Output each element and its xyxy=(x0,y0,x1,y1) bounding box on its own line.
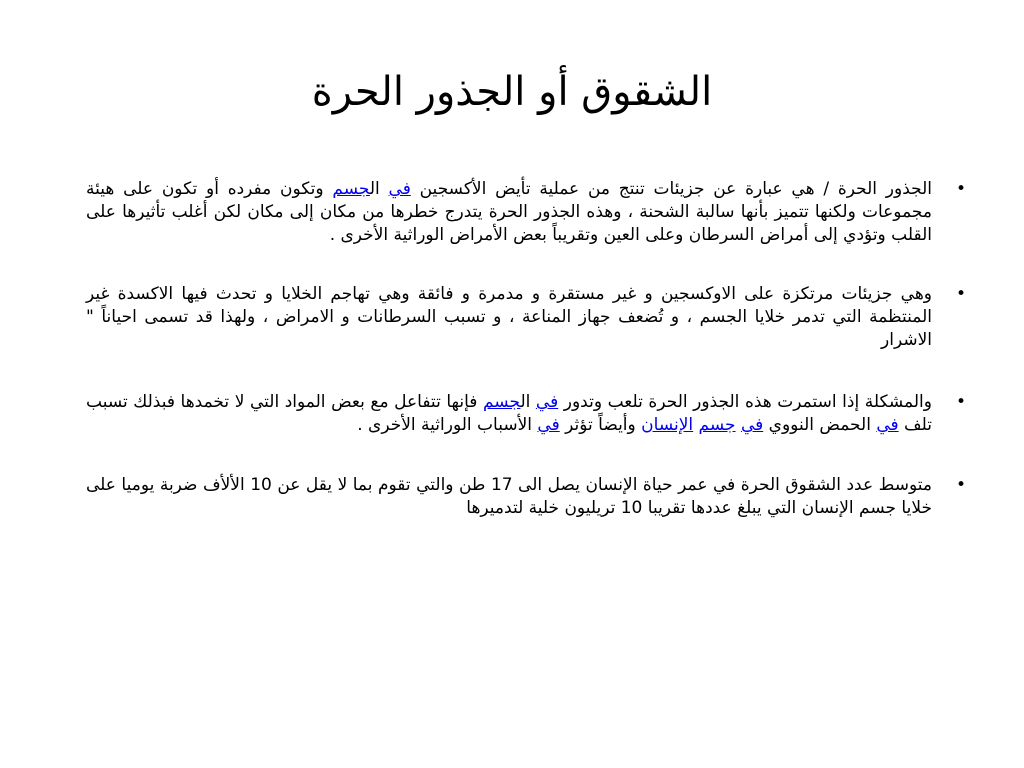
text-segment: وهي جزيئات مرتكزة على الاوكسجين و غير مستقرة و مدمرة و فائقة وهي تهاجم الخلايا و تحدث فيها الاكسدة غير المنتظمة التي تدمر خلايا الجسم ، و تُضعف جهاز المناعة ، و تسبب السرطانات و الامراض ، ولهذا قد تسمى احياناً " الاشرار xyxy=(86,284,932,350)
hyperlink[interactable]: جسم xyxy=(698,415,736,435)
bullet-item xyxy=(86,178,966,247)
hyperlink[interactable]: في xyxy=(537,415,560,435)
text-segment: الأسباب الوراثية الأخرى . xyxy=(357,415,538,435)
hyperlink[interactable]: الإنسان xyxy=(641,415,694,435)
text-segment: ال xyxy=(369,179,389,199)
bullet-dot-icon: • xyxy=(955,284,966,304)
text-segment: والمشكلة إذا استمرت هذه الجذور الحرة تلعب وتدور xyxy=(558,392,932,412)
text-segment: متوسط عدد الشقوق الحرة في عمر حياة الإنسان يصل الى 17 طن والتي تقوم بما لا يقل عن 10 الألأف ضربة يوميا على خلايا جسم الإنسان التي يبلغ عددها تقريبا 10 تريليون خلية لتدميرها xyxy=(86,475,932,518)
text-segment: الجذور الحرة / هي عبارة عن جزيئات تنتج من عملية تأيض الأكسجين xyxy=(410,179,932,199)
bullet-item xyxy=(86,391,966,437)
bullet-dot-icon: • xyxy=(955,179,966,199)
slide-title: الشقوق أو الجذور الحرة xyxy=(311,69,713,115)
text-segment: وأيضاً تؤثر xyxy=(559,415,642,435)
bullet-item xyxy=(86,474,966,520)
text-segment: الحمض النووي xyxy=(763,415,877,435)
text-segment: وتكون مفرده أو تكون على هيئة مجموعات ولكنها تتميز بأنها سالبة الشحنة ، وهذه الجذور الحرة يتدرج خطرها من مكان إلى مكان لكن أغلب تأثيرها على القلب وتؤدي إلى أمراض السرطان وعلى العين وتقريباً بعض الأمراض الوراثية الأخرى . xyxy=(86,179,932,245)
text-segment: فإنها تتفاعل مع بعض المواد التي لا تخمدها فبذلك تسبب تلف xyxy=(86,392,932,435)
bullet-text xyxy=(86,392,932,435)
bullet-dot-icon: • xyxy=(955,392,966,412)
hyperlink[interactable]: في xyxy=(535,392,559,412)
bullet-text xyxy=(86,475,932,518)
hyperlink[interactable]: جسم xyxy=(482,392,521,412)
hyperlink[interactable]: في xyxy=(876,415,899,435)
text-segment: ال xyxy=(520,392,536,412)
bullet-text xyxy=(86,284,932,350)
bullet-dot-icon: • xyxy=(955,475,966,495)
hyperlink[interactable]: في xyxy=(388,179,411,199)
bullet-list xyxy=(86,178,966,556)
bullet-text xyxy=(86,179,932,245)
bullet-item xyxy=(86,283,966,352)
hyperlink[interactable]: جسم xyxy=(332,179,370,199)
hyperlink[interactable]: في xyxy=(740,415,764,435)
